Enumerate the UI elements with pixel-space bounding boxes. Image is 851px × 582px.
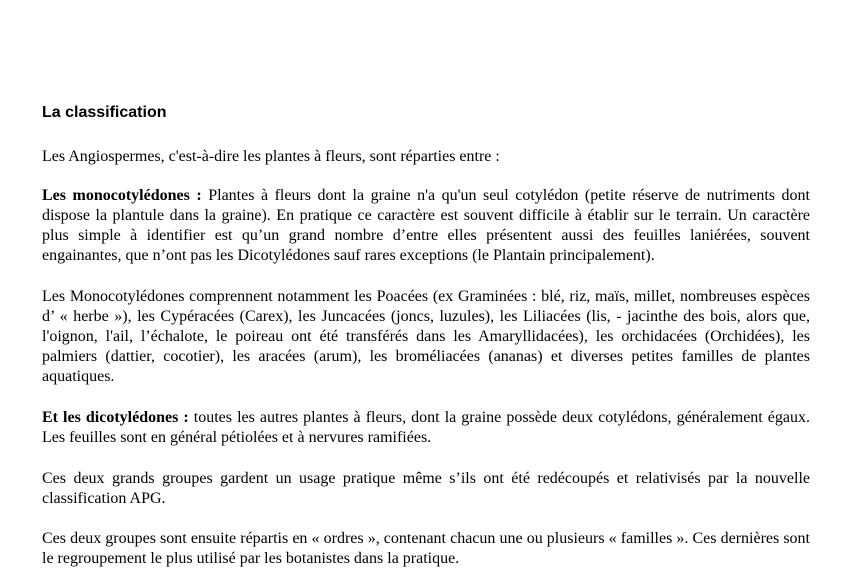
dicots-definition: toutes les autres plantes à fleurs, dont la graine possède deux cotylédons, généralement égaux. Les feuilles sont en général pétiolées et à nervures ramifiées. [42, 409, 811, 446]
monocots-term: Les monocotylédones : [42, 187, 202, 204]
intro-paragraph: Les Angiospermes, c'est-à-dire les plantes à fleurs, sont réparties entre : [42, 148, 500, 165]
dicots-term: Et les dicotylédones : [42, 409, 189, 426]
apg-paragraph: Ces deux grands groupes gardent un usage pratique même s’ils ont été redécoupés et relativisés par la nouvelle classification APG. [42, 470, 810, 507]
monocots-definition: Plantes à fleurs dont la graine n'a qu'un seul cotylédon (petite réserve de nutriments dont dispose la plantule dans la graine). En pratique ce caractère est souvent difficile à établir sur le terrain. Un caractère plus simple à identifier est qu’un grand nombre d’entre elles présentent aussi des feuilles laniérées, souvent engainantes, que n’ont pas les Dicotylédones sauf rares exceptions (le Plantain principalement). [42, 187, 810, 264]
section-heading: La classification [42, 104, 167, 121]
orders-paragraph: Ces deux groupes sont ensuite répartis en « ordres », contenant chacun une ou plusieurs « familles ». Ces dernières sont le regroupement le plus utilisé par les botanistes dans la pratique. [42, 530, 810, 567]
monocots-members-paragraph: Les Monocotylédones comprennent notamment les Poacées (ex Graminées : blé, riz, maïs, millet, nombreuses espèces d’ « herbe »), les Cypéracées (Carex), les Juncacées (joncs, luzules), les Liliacées (lis, - jacinthe des bois, alors que, l'oignon, l'ail, l’échalote, le poireau ont été transférés dans les Amaryllidacées), les orchidacées (Orchidées), les palmiers (dattier, cocotier), les aracées (arum), les broméliacées (ananas) et diverses petites familles de plantes aquatiques. [42, 288, 810, 385]
dicots-paragraph [42, 408, 810, 448]
monocots-paragraph [42, 186, 810, 266]
